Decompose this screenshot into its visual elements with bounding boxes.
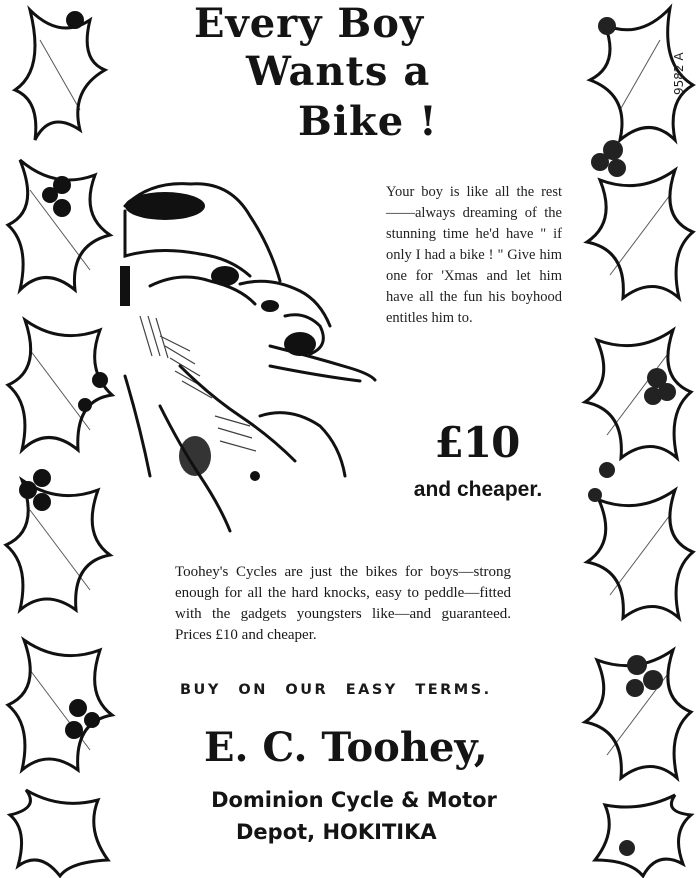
santa-claus-illustration	[120, 176, 382, 536]
headline-line-3: Bike !	[298, 98, 438, 145]
headline-line-1: Every Boy	[194, 0, 425, 47]
holly-border-left	[0, 0, 125, 878]
address-line-2: Depot, HOKITIKA	[236, 820, 437, 844]
price-qualifier: and cheaper.	[413, 478, 543, 501]
easy-terms-banner: BUY ON OUR EASY TERMS.	[180, 682, 492, 698]
price-amount: £10	[434, 418, 520, 467]
holly-border-right	[575, 0, 700, 878]
address-line-1: Dominion Cycle & Motor	[211, 788, 497, 812]
body-paragraph: Toohey's Cycles are just the bikes for boys—strong enough for all the hard knocks, easy to peddle—fitted with the gadgets youngsters like—and guaranteed. Prices £10 and cheaper.	[175, 564, 511, 643]
advertiser-name: E. C. Toohey,	[204, 724, 488, 771]
headline-line-2: Wants a	[246, 48, 431, 95]
catalog-code: 9582 A	[672, 52, 686, 95]
intro-paragraph: Your boy is like all the rest——always dreaming of the stunning time he'd have " if only I had a bike ! " Give him one for 'Xmas and let him have all the fun his boyhood entitles him to.	[386, 184, 562, 326]
